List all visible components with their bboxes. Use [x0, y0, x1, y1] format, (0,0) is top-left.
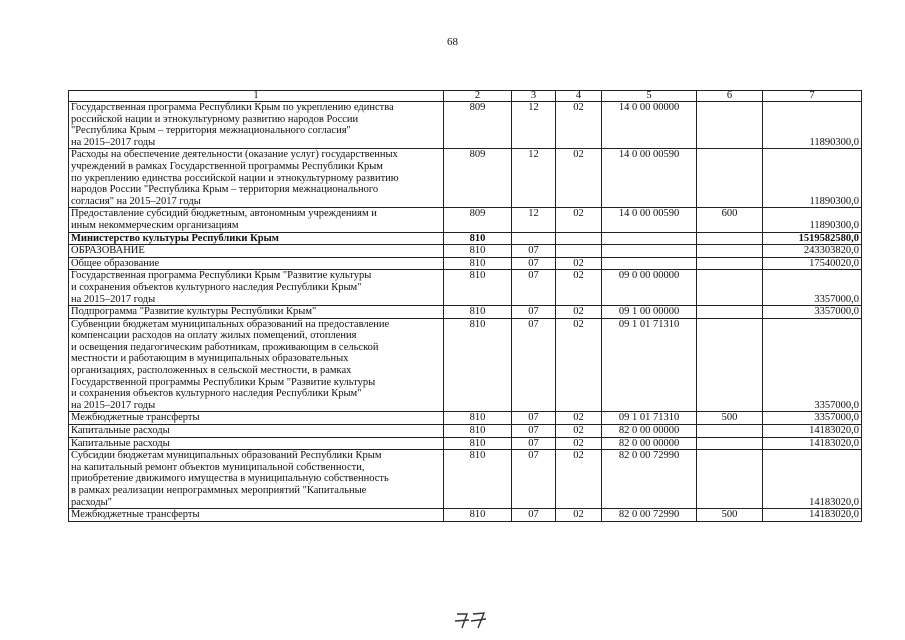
- row-ministry-code: 810: [444, 270, 512, 306]
- row-expense-type-code: [697, 450, 763, 509]
- page-number: 68: [447, 36, 458, 48]
- row-expense-type-code: [697, 232, 763, 245]
- row-target-code: 82 0 00 00000: [602, 437, 697, 450]
- row-subsection-code: 02: [556, 437, 602, 450]
- row-section-code: 07: [512, 425, 556, 438]
- row-subsection-code: 02: [556, 149, 602, 208]
- table-row: [69, 306, 862, 319]
- row-section-code: 07: [512, 318, 556, 412]
- row-subsection-code: 02: [556, 102, 602, 149]
- row-expense-type-code: [697, 425, 763, 438]
- row-name: ОБРАЗОВАНИЕ: [69, 245, 444, 258]
- column-header: 1: [69, 91, 444, 102]
- row-name: Расходы на обеспечение деятельности (оказание услуг) государственных учреждений в рамках Государственной программы Республики Крым по укреплению единства российской нации и этнокультурному развитию народов России "Республика Крым – территория межнационального согласия" на 2015–2017 годы: [69, 149, 444, 208]
- row-target-code: 09 1 00 00000: [602, 306, 697, 319]
- row-section-code: 07: [512, 257, 556, 270]
- row-target-code: 82 0 00 72990: [602, 509, 697, 522]
- row-subsection-code: 02: [556, 450, 602, 509]
- row-amount: 14183020,0: [763, 450, 862, 509]
- row-target-code: [602, 245, 697, 258]
- row-section-code: 12: [512, 102, 556, 149]
- row-expense-type-code: [697, 102, 763, 149]
- row-ministry-code: 810: [444, 437, 512, 450]
- row-subsection-code: [556, 245, 602, 258]
- row-ministry-code: 810: [444, 232, 512, 245]
- row-amount: 11890300,0: [763, 149, 862, 208]
- table-row: [69, 412, 862, 425]
- row-target-code: 14 0 00 00590: [602, 208, 697, 232]
- row-ministry-code: 810: [444, 450, 512, 509]
- row-target-code: 09 0 00 00000: [602, 270, 697, 306]
- row-subsection-code: 02: [556, 306, 602, 319]
- row-name: Межбюджетные трансферты: [69, 412, 444, 425]
- row-expense-type-code: 500: [697, 509, 763, 522]
- row-expense-type-code: [697, 437, 763, 450]
- row-ministry-code: 810: [444, 509, 512, 522]
- row-ministry-code: 810: [444, 425, 512, 438]
- table-row: [69, 437, 862, 450]
- row-section-code: 07: [512, 270, 556, 306]
- row-subsection-code: 02: [556, 257, 602, 270]
- row-amount: 3357000,0: [763, 270, 862, 306]
- row-section-code: [512, 232, 556, 245]
- row-target-code: 14 0 00 00000: [602, 102, 697, 149]
- row-section-code: 07: [512, 412, 556, 425]
- table-row: [69, 509, 862, 522]
- row-amount: 11890300,0: [763, 102, 862, 149]
- row-ministry-code: 809: [444, 149, 512, 208]
- row-target-code: [602, 232, 697, 245]
- table-row: [69, 102, 862, 149]
- column-header: 6: [697, 91, 763, 102]
- row-target-code: 09 1 01 71310: [602, 412, 697, 425]
- row-amount: 1519582580,0: [763, 232, 862, 245]
- row-ministry-code: 810: [444, 318, 512, 412]
- row-subsection-code: 02: [556, 270, 602, 306]
- row-subsection-code: [556, 232, 602, 245]
- table-row: [69, 270, 862, 306]
- table-row: [69, 232, 862, 245]
- row-ministry-code: 810: [444, 412, 512, 425]
- row-expense-type-code: 600: [697, 208, 763, 232]
- row-amount: 17540020,0: [763, 257, 862, 270]
- row-section-code: 07: [512, 509, 556, 522]
- row-subsection-code: 02: [556, 509, 602, 522]
- row-amount: 14183020,0: [763, 437, 862, 450]
- column-header: 2: [444, 91, 512, 102]
- column-header: 4: [556, 91, 602, 102]
- row-target-code: 14 0 00 00590: [602, 149, 697, 208]
- row-expense-type-code: [697, 149, 763, 208]
- row-section-code: 12: [512, 149, 556, 208]
- row-expense-type-code: [697, 270, 763, 306]
- row-section-code: 07: [512, 306, 556, 319]
- row-expense-type-code: [697, 257, 763, 270]
- row-section-code: 07: [512, 450, 556, 509]
- row-name: Капитальные расходы: [69, 425, 444, 438]
- row-name: Капитальные расходы: [69, 437, 444, 450]
- row-name: Субвенции бюджетам муниципальных образований на предоставление компенсации расходов на оплату жилых помещений, отопления и освещения педагогическим работникам, проживающим в сельской местности и работающим в муниципальных образовательных организациях, расположенных в сельской местности, в рамках Государственной программы Республики Крым "Развитие культуры и сохранения объектов культурного наследия Республики Крым" на 2015–2017 годы: [69, 318, 444, 412]
- row-name: Субсидии бюджетам муниципальных образований Республики Крым на капитальный ремонт объектов муниципальной собственности, приобретение движимого имущества в муниципальную собственность в рамках реализации непрограммных мероприятий "Капитальные расходы": [69, 450, 444, 509]
- table-row: [69, 425, 862, 438]
- row-name: Подпрограмма "Развитие культуры Республики Крым": [69, 306, 444, 319]
- column-header: 5: [602, 91, 697, 102]
- row-expense-type-code: 500: [697, 412, 763, 425]
- row-name: Предоставление субсидий бюджетным, автономным учреждениям и иным некоммерческим организациям: [69, 208, 444, 232]
- row-amount: 243303820,0: [763, 245, 862, 258]
- table-row: [69, 208, 862, 232]
- table-header-row: [69, 91, 862, 102]
- row-target-code: 82 0 00 00000: [602, 425, 697, 438]
- row-amount: 3357000,0: [763, 318, 862, 412]
- row-ministry-code: 810: [444, 245, 512, 258]
- table-row: [69, 149, 862, 208]
- row-ministry-code: 810: [444, 306, 512, 319]
- handwritten-signature: [453, 608, 493, 632]
- budget-table: [68, 90, 862, 522]
- row-target-code: 09 1 01 71310: [602, 318, 697, 412]
- row-amount: 11890300,0: [763, 208, 862, 232]
- row-subsection-code: 02: [556, 208, 602, 232]
- table-row: [69, 257, 862, 270]
- column-header: 3: [512, 91, 556, 102]
- row-amount: 3357000,0: [763, 412, 862, 425]
- table-row: [69, 450, 862, 509]
- row-name: Государственная программа Республики Крым "Развитие культуры и сохранения объектов культурного наследия Республики Крым" на 2015–2017 годы: [69, 270, 444, 306]
- table-row: [69, 245, 862, 258]
- table-row: [69, 318, 862, 412]
- row-amount: 3357000,0: [763, 306, 862, 319]
- row-name: Межбюджетные трансферты: [69, 509, 444, 522]
- row-amount: 14183020,0: [763, 509, 862, 522]
- row-subsection-code: 02: [556, 412, 602, 425]
- row-amount: 14183020,0: [763, 425, 862, 438]
- row-expense-type-code: [697, 306, 763, 319]
- row-target-code: 82 0 00 72990: [602, 450, 697, 509]
- row-name: Государственная программа Республики Крым по укреплению единства российской нации и этнокультурному развитию народов России "Республика Крым – территория межнационального согласия" на 2015–2017 годы: [69, 102, 444, 149]
- row-section-code: 07: [512, 437, 556, 450]
- row-expense-type-code: [697, 245, 763, 258]
- row-expense-type-code: [697, 318, 763, 412]
- row-name: Министерство культуры Республики Крым: [69, 232, 444, 245]
- row-section-code: 12: [512, 208, 556, 232]
- row-name: Общее образование: [69, 257, 444, 270]
- row-ministry-code: 810: [444, 257, 512, 270]
- row-section-code: 07: [512, 245, 556, 258]
- row-ministry-code: 809: [444, 102, 512, 149]
- column-header: 7: [763, 91, 862, 102]
- row-ministry-code: 809: [444, 208, 512, 232]
- row-subsection-code: 02: [556, 318, 602, 412]
- row-subsection-code: 02: [556, 425, 602, 438]
- row-target-code: [602, 257, 697, 270]
